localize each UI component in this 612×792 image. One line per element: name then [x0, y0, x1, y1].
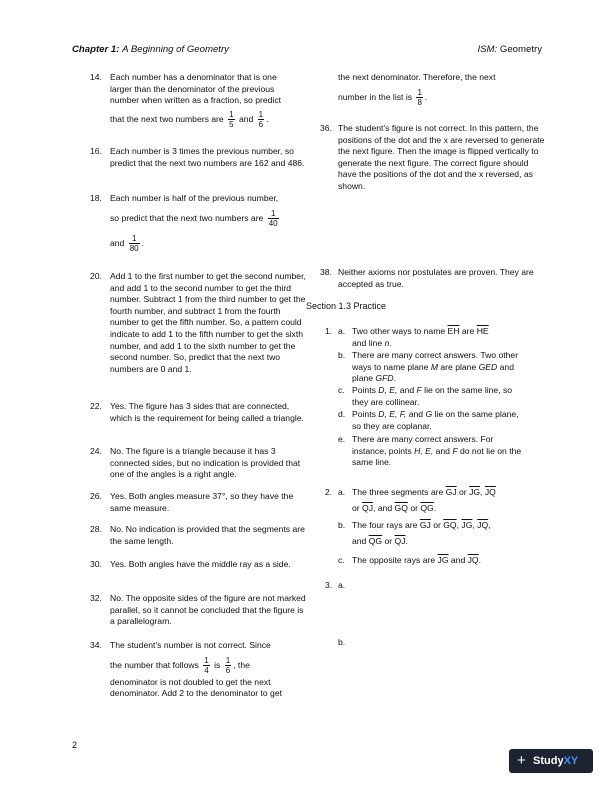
exercise-number: 22. [90, 401, 102, 411]
exercise-number: 18. [90, 193, 102, 203]
exercise-text: Yes. Both angles measure 37°, so they have the same measure. [110, 491, 294, 513]
running-header-right [477, 44, 542, 56]
exercise-number: 30. [90, 559, 102, 569]
fraction: $\frac{1}{40}$ [268, 208, 278, 228]
fraction: $\frac{1}{80}$ [129, 233, 139, 253]
exercise-text: No. No indication is provided that the segments are the same length. [110, 524, 305, 546]
exercise-34-continued: the next denominator. Therefore, the next number in the list is $\frac{1}{8}$ . [338, 72, 496, 107]
exercise-text: Each number is half of the previous number, so predict that the next two numbers are $\frac{1}{40}$ and $\frac{1}{80}$ . [110, 193, 279, 253]
exercise-text: The student’s figure is not correct. In this pattern, the positions of the dot and the x are reversed to generate the next figure. Then the image is flipped vertically to generate the next figure. The correct figure should have the positions of the dot and the x reversed, as shown. [338, 123, 545, 191]
practice-3a-label: a. [338, 580, 346, 590]
exercise-number: 38. [320, 267, 332, 277]
exercise-number: 14. [90, 72, 102, 82]
section-title: Section 1.3 Practice [306, 301, 387, 311]
chapter-title: A Beginning of Geometry [122, 44, 229, 55]
exercise-number: 36. [320, 123, 332, 133]
exercise-text: The student’s number is not correct. Since the number that follows $\frac{1}{4}$ is $\frac{1}{6}$ , the denominator is not doubled to get the next denominator. Add 2 to the denominator to get [110, 640, 282, 699]
exercise-number: 32. [90, 593, 102, 603]
fraction: $\frac{1}{8}$ [417, 87, 422, 107]
exercise-number: 16. [90, 146, 102, 156]
exercise-text: No. The figure is a triangle because it has 3 connected sides, but no indication is provided that one of the angles is a right angle. [110, 446, 301, 480]
fraction: $\frac{1}{4}$ [204, 655, 209, 675]
studyxy-logo[interactable] [509, 749, 593, 773]
book-title: Geometry [499, 44, 542, 55]
exercise-text: Add 1 to the first number to get the second number, and add 1 to the second number to get the third number. Subtract 1 from the third number to get the fourth number, and subtract 1 from the fourth number to get the fifth number. So, a pattern could indicate to add 1 to the fifth number to get the sixth number, and add 1 to the sixth number to get the second number. So, predict that the next two numbers are 0 and 1. [110, 271, 306, 374]
exercise-text: No. The opposite sides of the figure are not marked parallel, so it cannot be concluded that the figure is a parallelogram. [110, 593, 306, 627]
segment-name: $\overline{EH}$ [447, 326, 460, 336]
exercise-text: Each number is 3 times the previous number, so predict that the next two numbers are 162 and 486. [110, 146, 305, 168]
practice-number: 1. [325, 326, 333, 336]
exercise-text: Neither axioms nor postulates are proven. They are accepted as true. [338, 267, 534, 289]
page-number: 2 [72, 740, 78, 750]
fraction: $\frac{1}{5}$ [229, 109, 234, 129]
exercise-number: 26. [90, 491, 102, 501]
fraction: $\frac{1}{6}$ [225, 655, 231, 675]
practice-number: 3. [325, 580, 333, 590]
chapter-label: Chapter 1: [72, 44, 120, 55]
fraction: $\frac{1}{6}$ [258, 109, 264, 129]
exercise-number: 24. [90, 446, 102, 456]
exercise-number: 28. [90, 524, 102, 534]
running-header-left [72, 44, 229, 56]
practice-number: 2. [325, 487, 333, 497]
book-label: ISM: [477, 44, 498, 55]
logo-text: StudyXY [533, 755, 579, 767]
segment-name: $\overline{HE}$ [476, 326, 489, 336]
practice-3b-label: b. [338, 637, 346, 647]
exercise-number: 20. [90, 271, 102, 281]
exercise-number: 34. [90, 640, 102, 650]
exercise-text: Each number has a denominator that is one larger than the denominator of the previous number when written as a fraction, so predict that the next two numbers are $\frac{1}{5}$ and $\frac{1}{6}$ . [110, 72, 282, 129]
exercise-text: Yes. Both angles have the middle ray as a side. [110, 559, 291, 569]
exercise-text: Yes. The figure has 3 sides that are connected, which is the requirement for being called a triangle. [110, 401, 304, 423]
plus-icon: + [517, 752, 526, 769]
